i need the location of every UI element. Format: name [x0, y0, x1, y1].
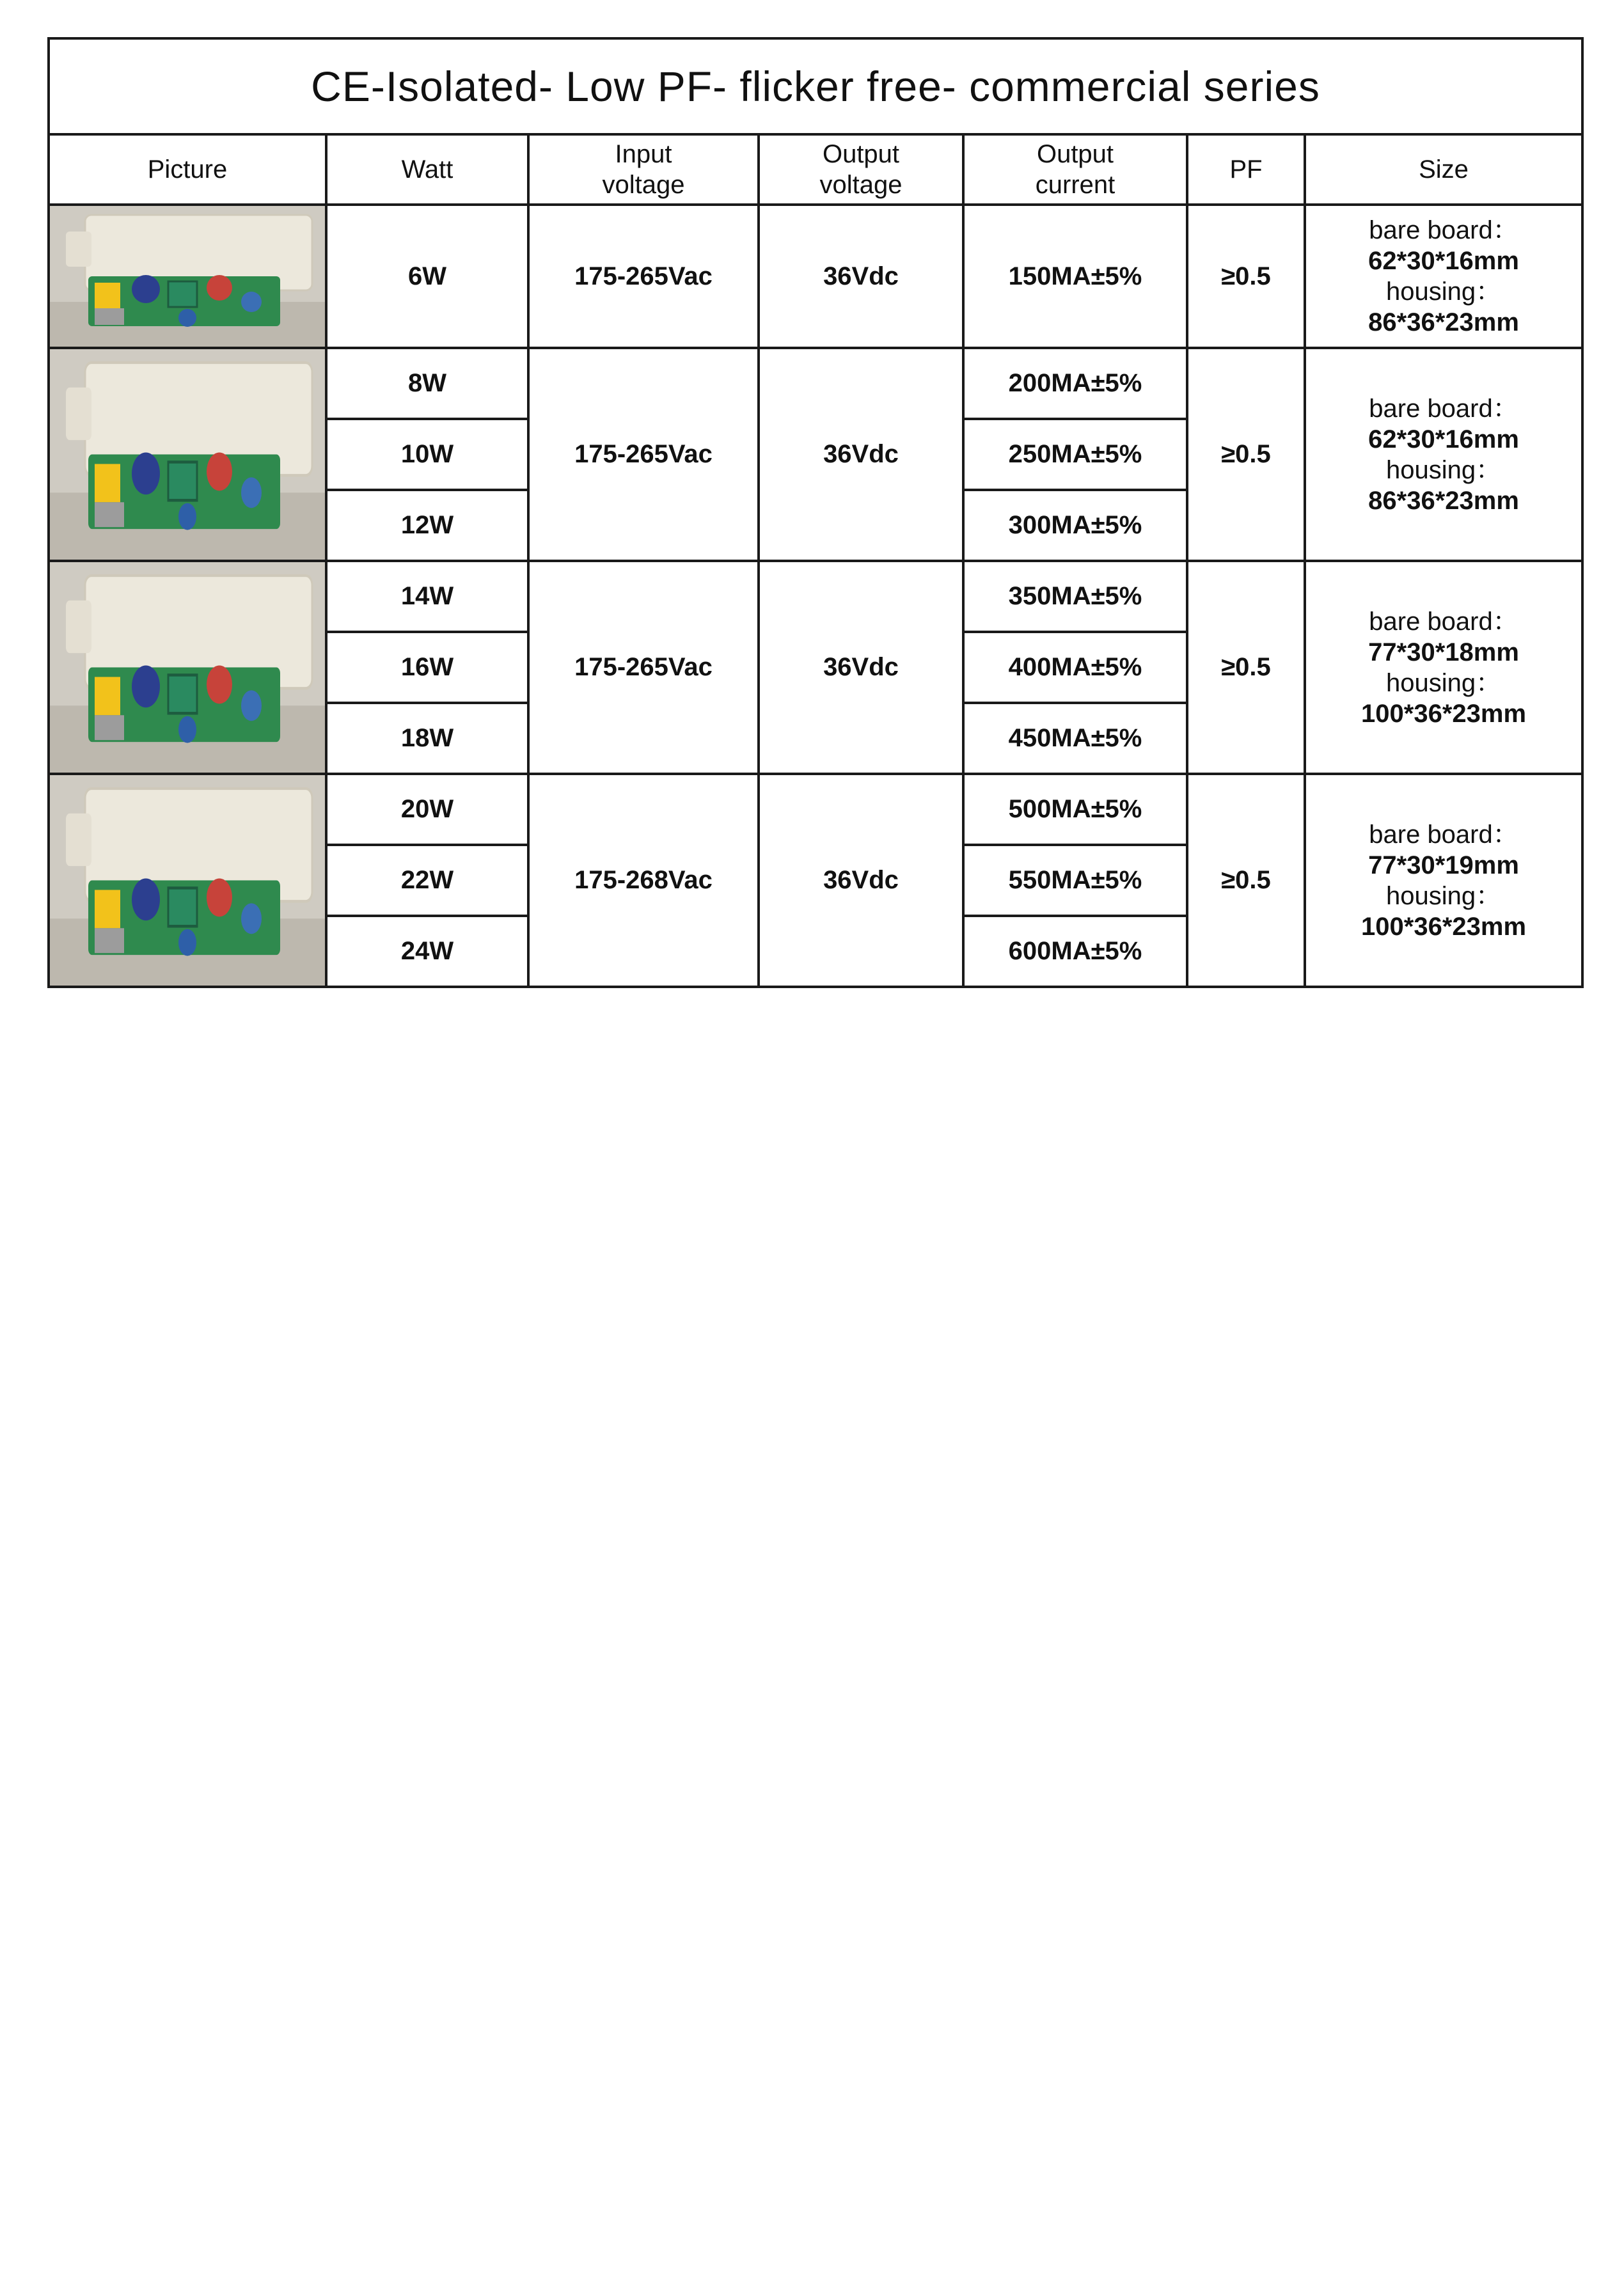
table-title: CE-Isolated- Low PF- flicker free- commercial series — [49, 38, 1582, 134]
table-row — [49, 205, 1582, 348]
watt-cell: 20W — [326, 774, 528, 845]
header-picture: Picture — [49, 134, 326, 205]
table-body — [49, 205, 1582, 987]
housing-size: 86*36*23mm — [1368, 308, 1519, 336]
input-voltage-cell: 175-265Vac — [528, 561, 759, 774]
housing-size: 100*36*23mm — [1361, 912, 1527, 941]
product-photo — [49, 205, 326, 348]
output-current-cell: 450MA±5% — [963, 703, 1187, 774]
housing-size: 100*36*23mm — [1361, 699, 1527, 728]
watt-cell: 12W — [326, 490, 528, 561]
output-current-cell: 150MA±5% — [963, 205, 1187, 348]
header-input-voltage-label: Input voltage — [602, 140, 685, 199]
watt-cell: 10W — [326, 419, 528, 490]
bare-board-label: bare board： — [1369, 216, 1518, 244]
header-watt: Watt — [326, 134, 528, 205]
output-current-cell: 350MA±5% — [963, 561, 1187, 632]
output-current-cell: 300MA±5% — [963, 490, 1187, 561]
input-voltage-cell: 175-265Vac — [528, 348, 759, 561]
output-current-cell: 250MA±5% — [963, 419, 1187, 490]
watt-cell: 18W — [326, 703, 528, 774]
size-cell — [1305, 205, 1582, 348]
size-cell — [1305, 348, 1582, 561]
watt-cell: 14W — [326, 561, 528, 632]
header-input-voltage — [528, 134, 759, 205]
header-output-voltage — [759, 134, 963, 205]
pf-cell: ≥0.5 — [1187, 774, 1305, 987]
watt-cell: 16W — [326, 632, 528, 703]
product-photo — [49, 561, 326, 774]
housing-label: housing： — [1385, 881, 1502, 910]
product-photo — [49, 348, 326, 561]
watt-cell: 22W — [326, 845, 528, 916]
header-output-current — [963, 134, 1187, 205]
led-driver-board-image — [50, 775, 325, 986]
output-voltage-cell: 36Vdc — [759, 348, 963, 561]
input-voltage-cell: 175-265Vac — [528, 205, 759, 348]
header-size: Size — [1305, 134, 1582, 205]
pf-cell: ≥0.5 — [1187, 561, 1305, 774]
watt-cell: 6W — [326, 205, 528, 348]
header-output-current-label: Output current — [1035, 140, 1116, 199]
led-driver-board-image — [50, 562, 325, 773]
output-voltage-cell: 36Vdc — [759, 561, 963, 774]
header-output-voltage-label: Output voltage — [819, 140, 903, 199]
led-driver-board-image — [50, 349, 325, 560]
watt-cell: 8W — [326, 348, 528, 419]
spec-table — [47, 37, 1584, 988]
output-current-cell: 500MA±5% — [963, 774, 1187, 845]
pf-cell: ≥0.5 — [1187, 348, 1305, 561]
bare-board-size: 62*30*16mm — [1368, 425, 1519, 453]
output-voltage-cell: 36Vdc — [759, 774, 963, 987]
output-current-cell: 200MA±5% — [963, 348, 1187, 419]
header-pf: PF — [1187, 134, 1305, 205]
pf-cell: ≥0.5 — [1187, 205, 1305, 348]
size-cell — [1305, 774, 1582, 987]
output-current-cell: 400MA±5% — [963, 632, 1187, 703]
bare-board-label: bare board： — [1369, 394, 1518, 423]
output-current-cell: 600MA±5% — [963, 916, 1187, 987]
led-driver-board-image — [50, 206, 325, 347]
size-cell — [1305, 561, 1582, 774]
housing-label: housing： — [1385, 668, 1502, 697]
table-row — [49, 561, 1582, 632]
bare-board-size: 77*30*18mm — [1368, 638, 1519, 666]
housing-size: 86*36*23mm — [1368, 486, 1519, 515]
bare-board-label: bare board： — [1369, 820, 1518, 849]
input-voltage-cell: 175-268Vac — [528, 774, 759, 987]
bare-board-size: 62*30*16mm — [1368, 247, 1519, 275]
housing-label: housing： — [1385, 455, 1502, 484]
output-voltage-cell: 36Vdc — [759, 205, 963, 348]
product-photo — [49, 774, 326, 987]
output-current-cell: 550MA±5% — [963, 845, 1187, 916]
bare-board-label: bare board： — [1369, 607, 1518, 636]
watt-cell: 24W — [326, 916, 528, 987]
table-row — [49, 348, 1582, 419]
housing-label: housing： — [1385, 278, 1502, 306]
table-row — [49, 774, 1582, 845]
bare-board-size: 77*30*19mm — [1368, 851, 1519, 879]
